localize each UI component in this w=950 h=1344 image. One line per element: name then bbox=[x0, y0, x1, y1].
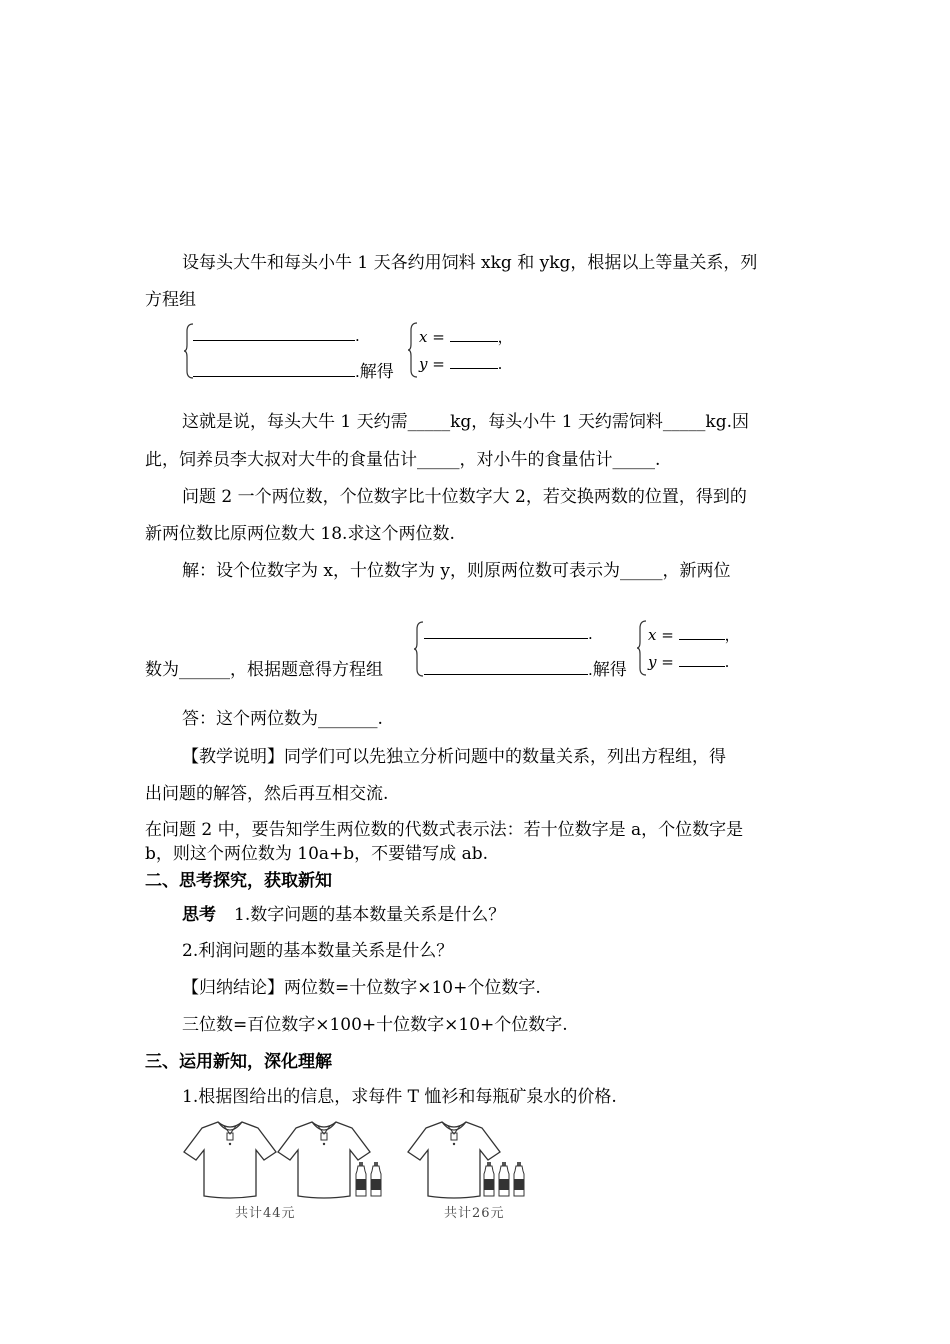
teaching-line4: b，则这个两位数为 10a+b，不要错写成 ab. bbox=[145, 844, 489, 864]
problem2-line2: 新两位数比原两位数大 18.求这个两位数. bbox=[145, 524, 455, 544]
row2-end: . bbox=[588, 661, 593, 679]
right-brace-icon bbox=[407, 322, 419, 378]
think-q1: 1.数字问题的基本数量关系是什么？ bbox=[234, 905, 506, 925]
x-equals: x = bbox=[419, 328, 445, 346]
para1-line2: 方程组 bbox=[145, 290, 196, 310]
answer-line: 答：这个两位数为_______. bbox=[182, 709, 383, 729]
solution-line1: 解：设个位数字为 x，十位数字为 y，则原两位数可表示为_____，新两位 bbox=[182, 561, 731, 581]
x-end: ， bbox=[724, 626, 740, 644]
y-equals: y = bbox=[419, 355, 445, 373]
row1-end: . bbox=[355, 327, 360, 345]
think-line bbox=[182, 904, 505, 926]
section3-heading: 三、运用新知，深化理解 bbox=[145, 1052, 332, 1072]
teaching-line2: 出问题的解答，然后再互相交流. bbox=[145, 784, 389, 804]
blank-equation-1 bbox=[193, 328, 355, 341]
blank-y-value bbox=[450, 356, 498, 369]
blank-y-value bbox=[679, 654, 725, 667]
bottle-icon bbox=[484, 1162, 494, 1196]
blank-equation-2 bbox=[424, 662, 588, 675]
bottle-icon bbox=[371, 1162, 381, 1196]
solution-line2: 数为______，根据题意得方程组 bbox=[145, 660, 383, 680]
exercise1-line: 1.根据图给出的信息，求每件 T 恤衫和每瓶矿泉水的价格. bbox=[182, 1087, 617, 1107]
caption-left: 共计44元 bbox=[235, 1206, 296, 1221]
x-end: ， bbox=[497, 328, 513, 346]
bottle-icon bbox=[356, 1162, 366, 1196]
row2-end: . bbox=[355, 363, 360, 381]
jie-de-label: 解得 bbox=[592, 660, 627, 680]
para2-line2: 此，饲养员李大叔对大牛的食量估计_____，对小牛的食量估计_____. bbox=[145, 450, 661, 470]
teaching-line3: 在问题 2 中，要告知学生两位数的代数式表示法：若十位数字是 a，个位数字是 bbox=[145, 820, 744, 840]
para1-line1: 设每头大牛和每头小牛 1 天各约用饲料 xkg 和 ykg，根据以上等量关系，列 bbox=[182, 253, 758, 273]
jie-de-label: 解得 bbox=[359, 362, 394, 382]
x-equals: x = bbox=[648, 626, 674, 644]
conclusion-line1: 【归纳结论】两位数=十位数字×10+个位数字. bbox=[182, 978, 541, 998]
bottle-icon bbox=[499, 1162, 509, 1196]
conclusion-line2: 三位数=百位数字×100+十位数字×10+个位数字. bbox=[182, 1015, 568, 1035]
y-equals: y = bbox=[648, 653, 674, 671]
y-end: . bbox=[497, 355, 503, 373]
blank-equation-1 bbox=[424, 626, 588, 639]
think-label: 思考 bbox=[182, 905, 216, 925]
tshirt-icon bbox=[184, 1122, 276, 1198]
problem2-line1: 问题 2 一个两位数，个位数字比十位数字大 2，若交换两数的位置，得到的 bbox=[182, 487, 747, 507]
blank-equation-2 bbox=[193, 364, 355, 377]
blank-x-value bbox=[679, 627, 725, 640]
para2-line1: 这就是说，每头大牛 1 天约需_____kg，每头小牛 1 天约需饲料_____kg.因 bbox=[182, 412, 750, 432]
caption-right: 共计26元 bbox=[444, 1206, 505, 1221]
teaching-line1: 【教学说明】同学们可以先独立分析问题中的数量关系，列出方程组，得 bbox=[182, 747, 726, 767]
y-end: . bbox=[724, 653, 730, 671]
section2-heading: 二、思考探究，获取新知 bbox=[145, 871, 332, 891]
row1-end: . bbox=[588, 625, 593, 643]
think-q2: 2.利润问题的基本数量关系是什么？ bbox=[182, 941, 454, 961]
bottle-icon bbox=[514, 1162, 524, 1196]
blank-x-value bbox=[450, 329, 498, 342]
right-brace-icon bbox=[636, 620, 648, 676]
